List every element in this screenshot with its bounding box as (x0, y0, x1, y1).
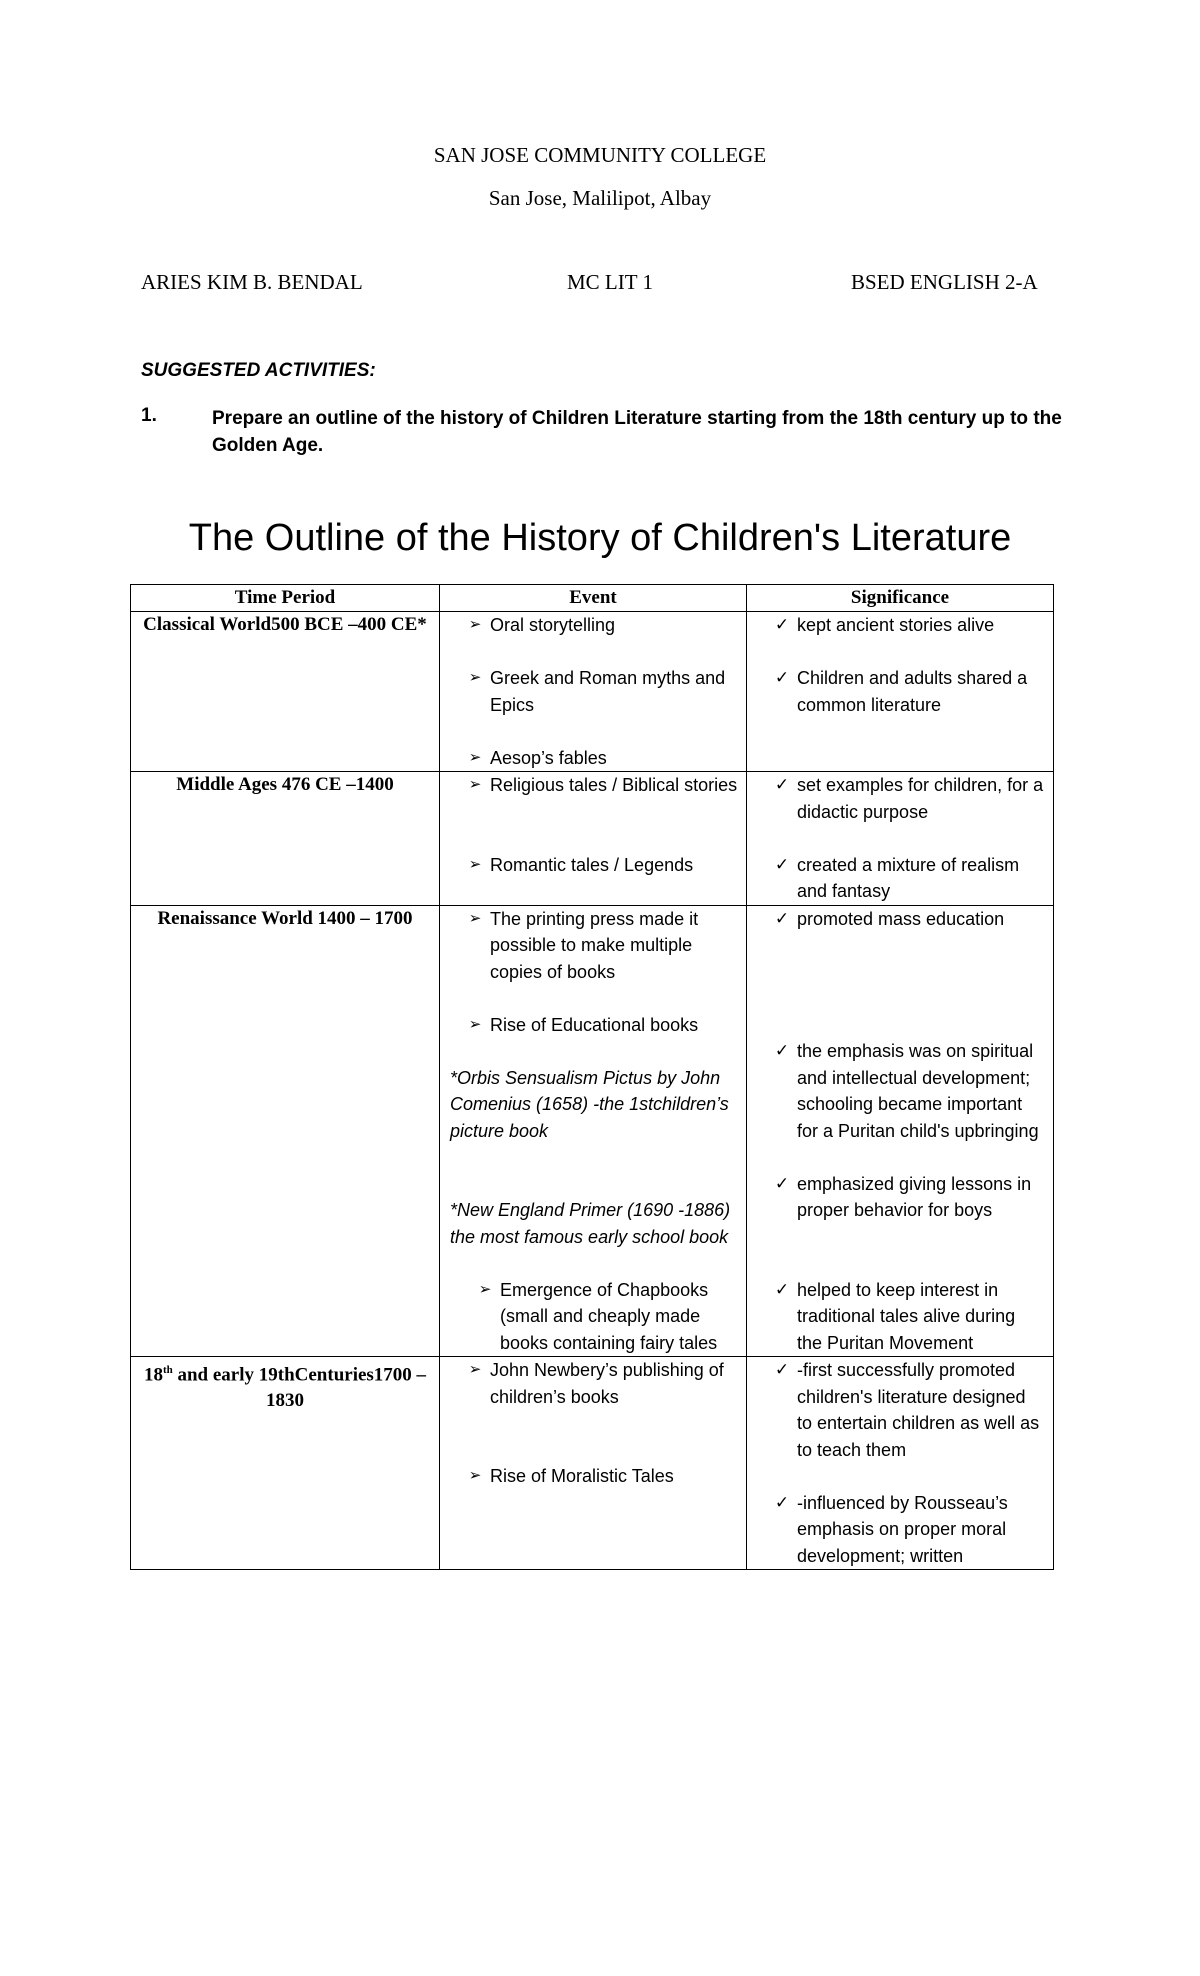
significance-item (747, 1038, 1053, 1144)
significance-cell (747, 1357, 1054, 1570)
checkmark-icon: ✓ (774, 668, 790, 687)
checkmark-icon: ✓ (774, 615, 790, 634)
significance-text: -first successfully promoted children's literature designed to entertain children as well as to teach them (797, 1360, 1040, 1460)
period-cell (131, 1357, 440, 1570)
checkmark-icon: ✓ (774, 1492, 790, 1512)
significance-item (747, 1171, 1053, 1224)
significance-cell (747, 905, 1054, 1357)
checkmark-icon: ✓ (774, 1173, 790, 1193)
event-item (440, 745, 746, 772)
event-text: Emergence of Chapbooks (small and cheaply made books containing fairy tales (500, 1279, 718, 1353)
arrow-bullet-icon: ➢ (468, 616, 482, 633)
significance-text: the emphasis was on spiritual and intellectual development; schooling became important for a Puritan child's upbringing (797, 1041, 1039, 1141)
event-item (440, 852, 746, 879)
period-label: Renaissance World 1400 – 1700 (157, 907, 413, 929)
checkmark-icon: ✓ (774, 1279, 790, 1299)
event-item (440, 772, 746, 799)
arrow-bullet-icon: ➢ (468, 1361, 482, 1378)
event-item (440, 665, 746, 718)
event-text: Rise of Educational books (490, 1014, 699, 1035)
significance-item (747, 1357, 1053, 1463)
table-row (131, 905, 1054, 1357)
significance-item (747, 1277, 1053, 1357)
event-item (440, 1277, 746, 1357)
arrow-bullet-icon: ➢ (468, 748, 482, 766)
activity-number: 1. (141, 405, 157, 426)
checkmark-icon: ✓ (774, 908, 790, 928)
period-label: and early 19thCenturies1700 –1830 (172, 1364, 427, 1412)
arrow-bullet-icon: ➢ (478, 1280, 492, 1298)
event-cell (440, 1357, 747, 1570)
event-text: Greek and Roman myths and Epics (490, 668, 726, 715)
event-text: John Newbery’s publishing of children’s books (490, 1360, 724, 1407)
event-text: Oral storytelling (490, 615, 616, 635)
college-address: San Jose, Malilipot, Albay (488, 186, 712, 210)
event-item (440, 906, 746, 986)
page-title: The Outline of the History of Children's Literature (188, 517, 1012, 559)
table-row (131, 612, 1054, 772)
significance-cell (747, 772, 1054, 906)
student-name: ARIES KIM B. BENDAL (141, 270, 363, 294)
checkmark-icon: ✓ (774, 775, 790, 794)
period-label: Classical World500 BCE –400 CE* (143, 614, 427, 635)
event-text: Rise of Moralistic Tales (490, 1466, 674, 1486)
course-code: MC LIT 1 (567, 270, 653, 294)
significance-item (747, 906, 1053, 933)
period-cell (131, 905, 440, 1357)
event-note: *Orbis Sensualism Pictus by John Comenius (1658) -the 1stchildren’s picture book (450, 1067, 729, 1141)
table-header-row (131, 585, 1054, 612)
significance-item (747, 612, 1053, 639)
significance-item (747, 1490, 1053, 1570)
event-text: The printing press made it possible to make multiple copies of books (490, 908, 699, 982)
significance-item (747, 665, 1053, 718)
significance-cell (747, 612, 1054, 772)
event-cell (440, 772, 747, 906)
significance-text: emphasized giving lessons in proper behavior for boys (797, 1173, 1032, 1220)
header-event: Event (440, 585, 747, 612)
activity-text: Prepare an outline of the history of Children Literature starting from the 18th century up to the Golden Age. (212, 408, 1062, 456)
header-time-period: Time Period (131, 585, 440, 612)
event-text: Aesop’s fables (490, 747, 607, 768)
period-number: 18 (143, 1364, 163, 1386)
arrow-bullet-icon: ➢ (468, 669, 482, 686)
arrow-bullet-icon: ➢ (468, 855, 482, 873)
event-item (440, 1463, 746, 1490)
section-name: BSED ENGLISH 2-A (851, 270, 1038, 294)
event-item (440, 612, 746, 639)
significance-text: promoted mass education (797, 908, 1005, 929)
header-significance: Significance (747, 585, 1054, 612)
college-name: SAN JOSE COMMUNITY COLLEGE (433, 143, 767, 167)
table-row (131, 772, 1054, 906)
checkmark-icon: ✓ (774, 854, 790, 874)
table-row (131, 1357, 1054, 1570)
significance-text: helped to keep interest in traditional tales alive during the Puritan Movement (797, 1279, 1016, 1353)
significance-text: set examples for children, for a didactic purpose (797, 775, 1044, 822)
checkmark-icon: ✓ (774, 1041, 790, 1060)
significance-text: created a mixture of realism and fantasy (797, 854, 1020, 901)
period-label: Middle Ages 476 CE –1400 (176, 774, 394, 795)
significance-item (747, 772, 1053, 825)
significance-item (747, 852, 1053, 905)
period-cell (131, 612, 440, 772)
arrow-bullet-icon: ➢ (468, 1467, 482, 1484)
arrow-bullet-icon: ➢ (468, 1015, 482, 1033)
significance-text: -influenced by Rousseau’s emphasis on proper moral development; written (797, 1492, 1008, 1566)
activities-heading: SUGGESTED ACTIVITIES: (141, 360, 376, 381)
event-cell (440, 612, 747, 772)
checkmark-icon: ✓ (774, 1360, 790, 1379)
significance-text: kept ancient stories alive (797, 615, 995, 635)
period-superscript: th (162, 1364, 173, 1376)
arrow-bullet-icon: ➢ (468, 776, 482, 793)
event-text: Religious tales / Biblical stories (490, 775, 738, 795)
history-table (130, 584, 1054, 1570)
event-item (440, 1012, 746, 1039)
significance-text: Children and adults shared a common literature (797, 668, 1028, 715)
event-cell (440, 905, 747, 1357)
arrow-bullet-icon: ➢ (468, 909, 482, 927)
event-note: *New England Primer (1690 -1886) the most famous early school book (450, 1200, 731, 1247)
period-cell (131, 772, 440, 906)
event-text: Romantic tales / Legends (490, 854, 694, 875)
event-item (440, 1357, 746, 1410)
